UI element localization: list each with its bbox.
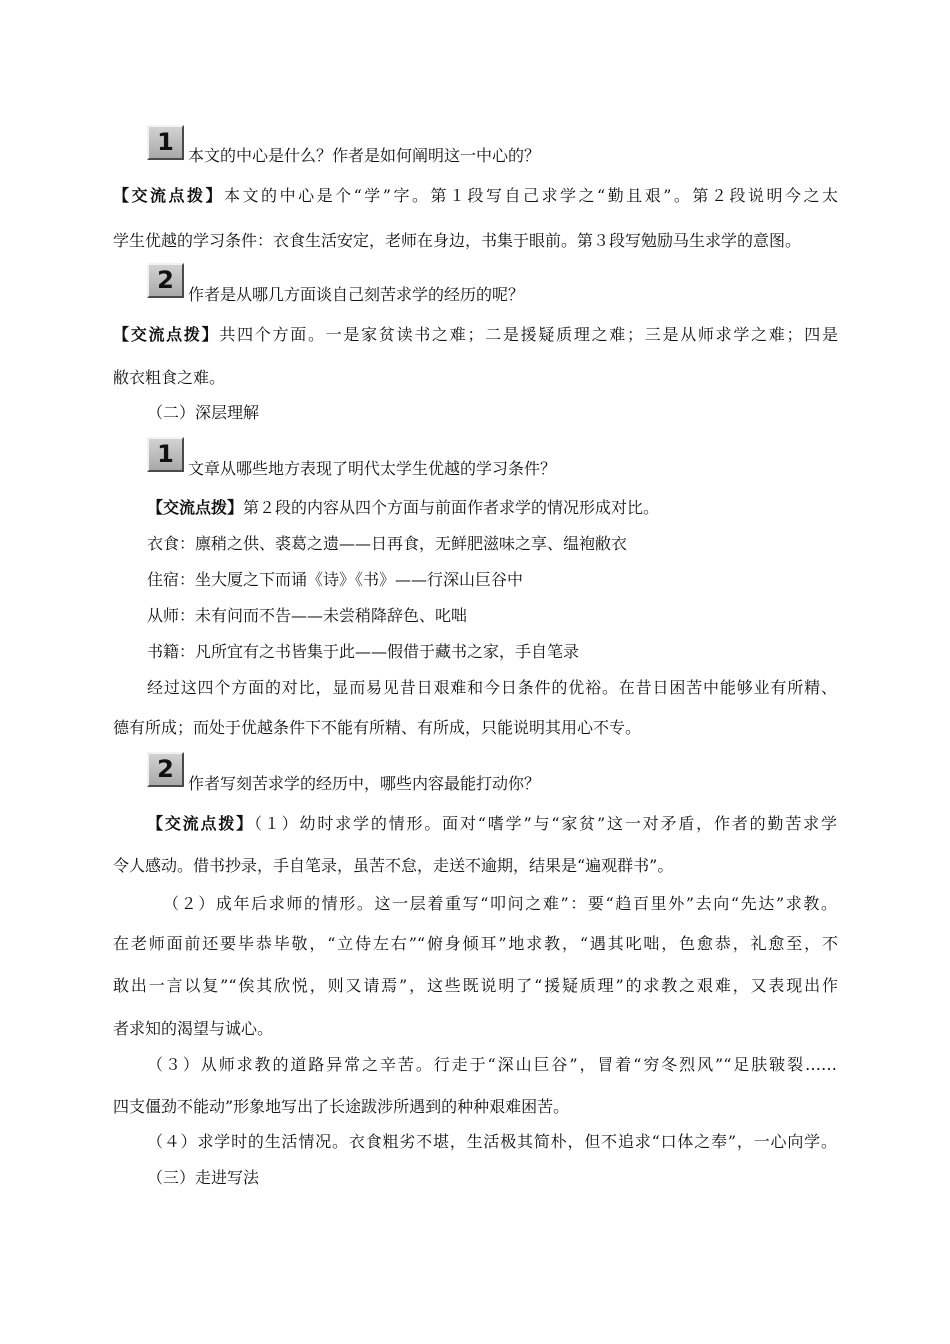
question-text: 作者是从哪几方面谈自己刻苦求学的经历的呢？	[188, 285, 525, 304]
question-text: 本文的中心是什么？作者是如何阐明这一中心的？	[188, 146, 541, 165]
answer-line: （２）成年后求师的情形。这一层着重写“叩问之难”：要“趋百里外”去向“先达”求教。	[163, 894, 837, 913]
answer-line: 学生优越的学习条件：衣食生活安定，老师在身边，书集于眼前。第３段写勉励马生求学的意图。	[113, 231, 802, 250]
answer-text: （１）幼时求学的情形。面对“嗜学”与“家贫”这一对矛盾，作者的勤苦求学	[254, 814, 837, 833]
answer-text: 共四个方面。一是家贫读书之难；二是援疑质理之难；三是从师求学之难；四是	[219, 325, 838, 344]
answer-tag: 【交流点拨】	[147, 814, 254, 833]
question-text: 文章从哪些地方表现了明代太学生优越的学习条件？	[188, 459, 557, 478]
comparison-food: 衣食：廪稍之供、裘葛之遗——日再食，无鲜肥滋味之享、缊袍敝衣	[147, 534, 628, 553]
answer-line: （３）从师求教的道路异常之辛苦。行走于“深山巨谷”，冒着“穷冬烈风”“足肤皲裂……	[147, 1055, 837, 1074]
answer-line	[113, 185, 838, 207]
question-number-badge: 2	[147, 263, 184, 298]
answer-line	[147, 813, 837, 835]
answer-line: 令人感动。借书抄录，手自笔录，虽苦不怠，走送不逾期，结果是“遍观群书”。	[113, 856, 674, 875]
answer-text: 第２段的内容从四个方面与前面作者求学的情况形成对比。	[243, 498, 660, 517]
comparison-lodging: 住宿：坐大厦之下而诵《诗》《书》——行深山巨谷中	[147, 570, 524, 589]
summary-line: 经过这四个方面的对比，显而易见昔日艰难和今日条件的优裕。在昔日困苦中能够业有所精、	[147, 678, 837, 697]
question-text: 作者写刻苦求学的经历中，哪些内容最能打动你？	[188, 774, 541, 793]
comparison-books: 书籍：凡所宜有之书皆集于此——假借于藏书之家，手自笔录	[147, 642, 580, 661]
section-heading: （三）走进写法	[147, 1168, 260, 1187]
answer-line: 者求知的渴望与诚心。	[113, 1019, 274, 1038]
answer-tag: 【交流点拨】	[113, 186, 225, 205]
answer-tag: 【交流点拨】	[113, 325, 220, 344]
answer-line	[147, 497, 837, 519]
answer-line: 在老师面前还要毕恭毕敬，“立侍左右”“俯身倾耳”地求教，“遇其叱咄，色愈恭，礼愈至，不	[113, 934, 838, 953]
answer-tag: 【交流点拨】	[147, 498, 244, 517]
question-number-badge: 2	[147, 752, 184, 787]
answer-line: 敢出一言以复”“俟其欣悦，则又请焉”，这些既说明了“援疑质理”的求教之艰难，又表现出作	[113, 976, 838, 995]
answer-text: 本文的中心是个“学”字。第１段写自己求学之“勤且艰”。第２段说明今之太	[224, 186, 838, 205]
comparison-teacher: 从师：未有问而不告——未尝稍降辞色、叱咄	[147, 606, 468, 625]
question-number-badge: 1	[147, 125, 184, 160]
answer-line: （４）求学时的生活情况。衣食粗劣不堪，生活极其简朴，但不追求“口体之奉”，一心向学。	[147, 1132, 837, 1151]
answer-line: 敝衣粗食之难。	[113, 368, 226, 387]
answer-line	[113, 324, 838, 346]
answer-line: 四支僵劲不能动”形象地写出了长途跋涉所遇到的种种艰难困苦。	[113, 1097, 570, 1116]
section-heading: （二）深层理解	[147, 403, 260, 422]
summary-line: 德有所成；而处于优越条件下不能有所精、有所成，只能说明其用心不专。	[113, 718, 642, 737]
question-number-badge: 1	[147, 437, 184, 472]
